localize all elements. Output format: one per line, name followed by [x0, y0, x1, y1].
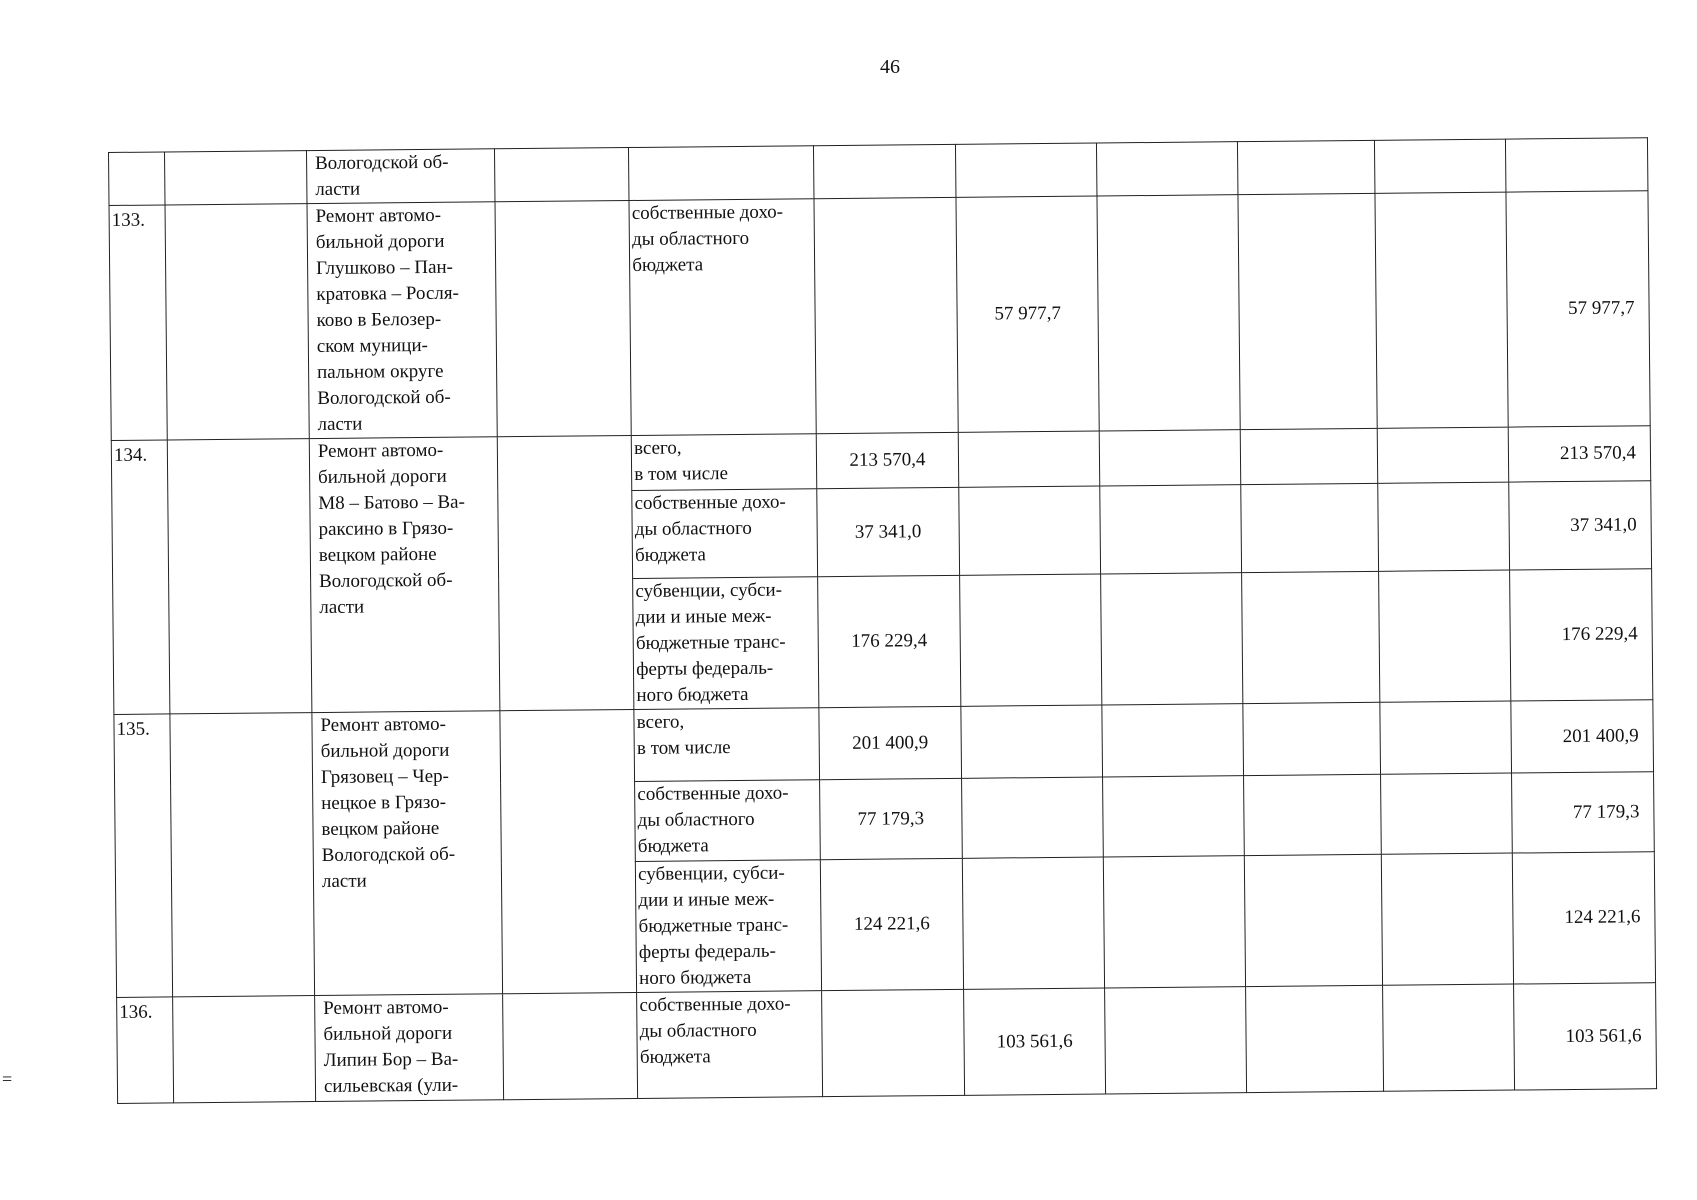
value-cell: 213 570,4: [816, 432, 958, 488]
total-cell: 77 179,3: [1512, 772, 1655, 853]
funding-source-cell: всего, в том числе: [631, 434, 816, 491]
funding-source-cell: собственные дохо- ды областного бюджета: [637, 991, 823, 1099]
value-cell: 201 400,9: [819, 706, 961, 779]
funding-source-cell: собственные дохо- ды областного бюджета: [632, 489, 818, 579]
index-cell: [109, 152, 166, 206]
value-cell: [1378, 427, 1509, 483]
code-cell: [165, 151, 307, 205]
table-row-133: [109, 191, 1650, 441]
funding-source-cell: субвенции, субси- дии и иные меж- бюджетные транс- ферты федераль- ного бюджета: [636, 860, 822, 993]
value-cell: [1105, 987, 1247, 1094]
blank-cell: [500, 709, 637, 993]
total-cell: 176 229,4: [1510, 569, 1653, 701]
funding-source-cell: всего, в том числе: [634, 708, 820, 782]
value-cell: 124 221,6: [820, 858, 963, 990]
value-cell: [1103, 776, 1244, 857]
object-name-cell: Ремонт автомо- бильной дороги Глушково – Пан- кратовка – Росля- ково в Белозер- ском муници- пальном округе Вологодской об- ласти: [307, 202, 497, 439]
code-cell: [165, 204, 309, 440]
index-cell: 133.: [109, 205, 167, 441]
value-cell: [1238, 193, 1378, 429]
table-row-136: [117, 983, 1657, 1104]
object-name-cell: Ремонт автомо- бильной дороги Грязовец – Чер- нецкое в Грязо- вецком районе Вологодской об- ласти: [312, 711, 503, 996]
value-cell: [959, 486, 1102, 575]
value-cell: [814, 144, 956, 198]
value-cell: [1382, 853, 1514, 985]
total-cell: 57 977,7: [1506, 191, 1650, 427]
blank-cell: [503, 992, 638, 1099]
value-cell: [1246, 985, 1384, 1092]
code-cell: [168, 439, 312, 714]
budget-table: [108, 137, 1657, 1104]
value-cell: [961, 777, 1103, 858]
value-cell: [1378, 482, 1510, 571]
value-cell: [1243, 702, 1381, 775]
value-cell: [1241, 483, 1379, 572]
blank-cell: [495, 148, 630, 202]
value-cell: [1242, 571, 1381, 703]
funding-source-cell: субвенции, субси- дии и иные меж- бюджетные транс- ферты федераль- ного бюджета: [633, 577, 819, 710]
value-cell: [1244, 854, 1383, 986]
total-cell: 124 221,6: [1513, 852, 1656, 984]
code-cell: [170, 713, 314, 997]
value-cell: [959, 574, 1102, 706]
value-cell: [1237, 140, 1375, 194]
code-cell: [173, 996, 316, 1103]
value-cell: [1240, 428, 1378, 484]
object-name-cell: Вологодской об- ласти: [306, 149, 495, 204]
value-cell: [962, 857, 1105, 989]
value-cell: [822, 989, 965, 1096]
value-cell: [1375, 192, 1508, 428]
value-cell: [955, 143, 1097, 197]
value-cell: [958, 431, 1100, 487]
value-cell: [1097, 142, 1238, 196]
total-cell: 213 570,4: [1508, 426, 1650, 482]
value-cell: [1100, 485, 1241, 574]
total-cell: 103 561,6: [1514, 983, 1657, 1090]
blank-cell: [497, 435, 634, 710]
value-cell: 57 977,7: [956, 196, 1100, 432]
funding-source-cell: собственные дохо- ды областного бюджета: [635, 780, 821, 862]
value-cell: [961, 705, 1103, 778]
value-cell: [1380, 701, 1512, 774]
value-cell: 37 341,0: [817, 487, 960, 576]
value-cell: 77 179,3: [820, 778, 962, 859]
value-cell: 103 561,6: [963, 988, 1106, 1095]
value-cell: [1375, 139, 1506, 193]
total-cell: 201 400,9: [1511, 700, 1653, 773]
value-cell: [814, 197, 958, 433]
object-name-cell: Ремонт автомо- бильной дороги М8 – Батово – Ва- раксино в Грязо- вецком районе Вологодской об- ласти: [309, 437, 500, 713]
index-cell: 135.: [114, 714, 173, 998]
index-cell: 134.: [111, 440, 170, 715]
value-cell: [1104, 856, 1246, 988]
total-cell: 37 341,0: [1509, 481, 1652, 570]
value-cell: [1244, 774, 1382, 855]
margin-mark: =: [2, 1069, 13, 1089]
value-cell: [1379, 570, 1511, 702]
value-cell: [1383, 984, 1515, 1091]
funding-source-cell: собственные дохо- ды областного бюджета: [629, 199, 816, 436]
page-number: 46: [880, 56, 900, 78]
value-cell: [1097, 195, 1240, 431]
blank-cell: [495, 200, 631, 436]
value-cell: [1101, 573, 1243, 705]
value-cell: [1100, 430, 1241, 486]
index-cell: 136.: [117, 997, 174, 1104]
value-cell: [1381, 773, 1513, 854]
source-cell: [629, 146, 814, 201]
total-cell: [1506, 138, 1648, 192]
value-cell: 176 229,4: [818, 575, 961, 707]
object-name-cell: Ремонт автомо- бильной дороги Липин Бор – Ва- сильевская (ули-: [315, 994, 504, 1102]
value-cell: [1102, 704, 1243, 777]
